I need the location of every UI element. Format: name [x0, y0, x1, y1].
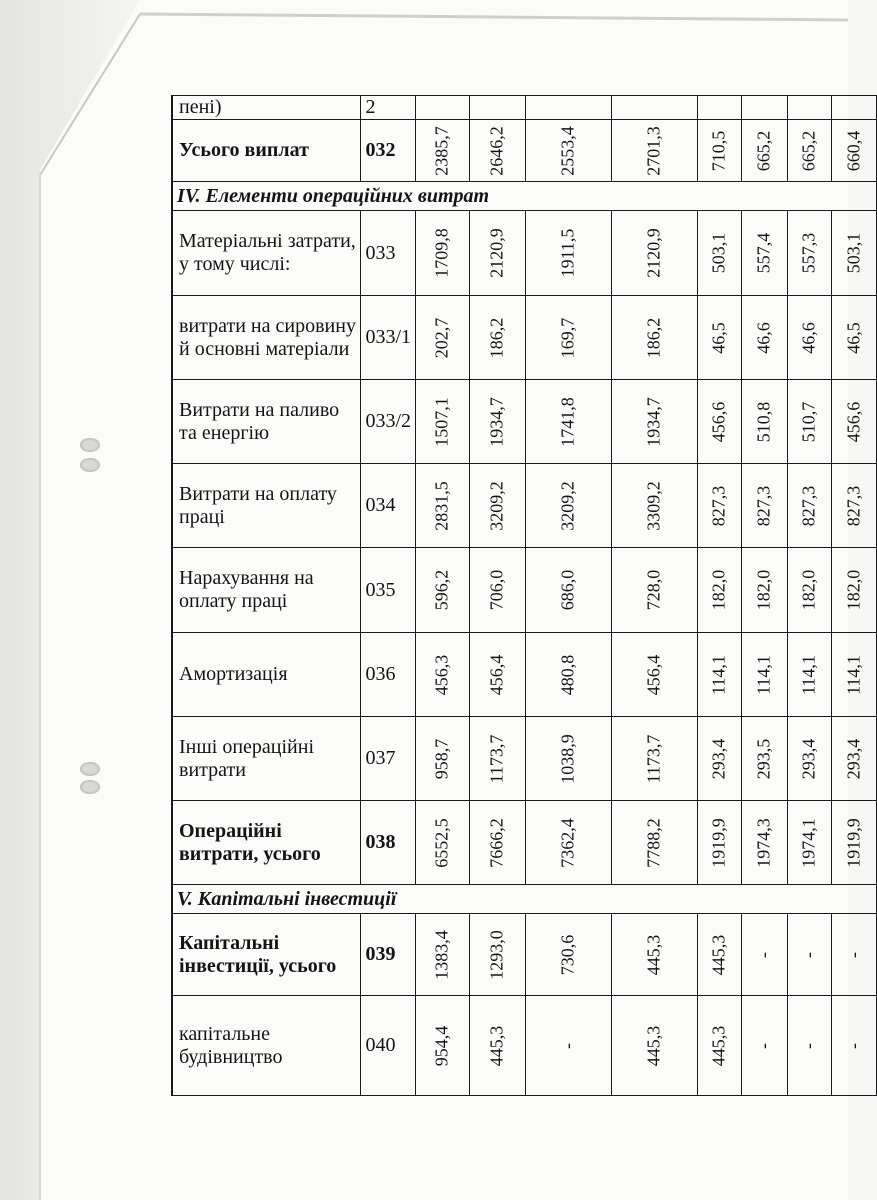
cell-value: 686,0 — [557, 569, 578, 611]
value-cell — [741, 464, 787, 548]
value-cell — [697, 548, 741, 633]
cell-value: 665,2 — [753, 130, 774, 171]
value-cell — [525, 996, 611, 1096]
value-cell — [469, 464, 525, 548]
value-cell — [415, 633, 469, 717]
value-cell — [831, 801, 876, 885]
punch-hole — [80, 780, 100, 794]
value-cell — [831, 464, 876, 548]
cell-value: 1974,3 — [753, 817, 774, 868]
value-cell — [611, 801, 697, 885]
cell-value: 182,0 — [708, 569, 729, 611]
value-cell — [787, 96, 831, 120]
value-cell — [525, 464, 611, 548]
cell-value: 169,7 — [557, 317, 578, 358]
value-cell — [415, 120, 469, 182]
value-cell — [469, 96, 525, 120]
cell-value: 182,0 — [753, 569, 774, 611]
value-cell — [525, 801, 611, 885]
cell-value: 1741,8 — [557, 396, 578, 447]
section-title: IV. Елементи операційних витрат — [172, 182, 876, 211]
cell-value: 2701,3 — [643, 125, 664, 176]
cell-value: 510,7 — [798, 401, 819, 442]
value-cell — [611, 120, 697, 182]
value-cell — [469, 120, 525, 182]
value-cell — [525, 633, 611, 717]
value-cell — [611, 996, 697, 1096]
row-label: пені) — [172, 96, 360, 120]
value-cell — [697, 211, 741, 296]
cell-value: 456,3 — [431, 654, 452, 695]
section-header-row — [172, 885, 876, 914]
cell-value: - — [843, 951, 863, 958]
value-cell — [525, 914, 611, 996]
cell-value: 958,7 — [431, 738, 452, 779]
cell-value: 1934,7 — [486, 396, 507, 447]
value-cell — [415, 296, 469, 380]
value-cell — [831, 914, 876, 996]
row-label: Витрати на оплату праці — [172, 464, 360, 548]
cell-value: 182,0 — [798, 569, 819, 611]
value-cell — [697, 296, 741, 380]
table-row — [172, 801, 876, 885]
row-label: Нарахування на оплату праці — [172, 548, 360, 633]
table-row — [172, 120, 876, 182]
table-row — [172, 211, 876, 296]
value-cell — [611, 96, 697, 120]
cell-value: 480,8 — [557, 654, 578, 695]
cell-value: 596,2 — [431, 569, 452, 611]
cell-value: 1173,7 — [643, 734, 664, 783]
cell-value: - — [798, 951, 819, 958]
cell-value: 202,7 — [431, 317, 452, 358]
value-cell — [611, 296, 697, 380]
value-cell — [697, 120, 741, 182]
value-cell — [611, 211, 697, 296]
value-cell — [525, 120, 611, 182]
value-cell — [469, 380, 525, 464]
row-code: 034 — [360, 464, 415, 548]
cell-value: 557,3 — [798, 232, 819, 274]
row-label: Витрати на паливо та енергію — [172, 380, 360, 464]
cell-value: 827,3 — [708, 485, 729, 526]
value-cell — [469, 296, 525, 380]
value-cell — [611, 914, 697, 996]
section-header-row — [172, 182, 876, 211]
value-cell — [741, 801, 787, 885]
row-code: 035 — [360, 548, 415, 633]
cell-value: 827,3 — [843, 485, 863, 526]
value-cell — [697, 914, 741, 996]
cell-value: 728,0 — [643, 569, 664, 611]
row-label: Капітальні інвестиції, усього — [172, 914, 360, 996]
value-cell — [611, 464, 697, 548]
table-row — [172, 296, 876, 380]
cell-value: 1974,1 — [798, 817, 819, 868]
value-cell — [415, 464, 469, 548]
cell-value: 827,3 — [753, 485, 774, 526]
cell-value: 2385,7 — [431, 125, 452, 176]
cell-value: 46,5 — [843, 321, 863, 354]
value-cell — [697, 801, 741, 885]
cell-value: 456,6 — [708, 401, 729, 442]
value-cell — [741, 717, 787, 801]
value-cell — [741, 996, 787, 1096]
cell-value: 510,8 — [753, 401, 774, 442]
value-cell — [415, 914, 469, 996]
value-cell — [787, 717, 831, 801]
value-cell — [525, 296, 611, 380]
row-code: 033/1 — [360, 296, 415, 380]
row-code: 037 — [360, 717, 415, 801]
value-cell — [741, 96, 787, 120]
cell-value: 1709,8 — [431, 228, 452, 278]
value-cell — [741, 380, 787, 464]
row-label: капітальне будівництво — [172, 996, 360, 1096]
value-cell — [415, 717, 469, 801]
value-cell — [787, 296, 831, 380]
value-cell — [787, 633, 831, 717]
value-cell — [415, 380, 469, 464]
table-body — [172, 96, 876, 1096]
cell-value: 7666,2 — [486, 817, 507, 868]
cell-value: 1911,5 — [557, 228, 578, 278]
cell-value: 114,1 — [753, 654, 774, 695]
cell-value: 706,0 — [486, 569, 507, 611]
cell-value: 114,1 — [708, 654, 729, 695]
cell-value: 2120,9 — [486, 228, 507, 278]
row-label: Інші операційні витрати — [172, 717, 360, 801]
table-row — [172, 717, 876, 801]
value-cell — [469, 996, 525, 1096]
cell-value: - — [753, 1042, 774, 1049]
value-cell — [697, 633, 741, 717]
value-cell — [611, 380, 697, 464]
cell-value: 1919,9 — [843, 817, 863, 868]
value-cell — [741, 548, 787, 633]
cell-value: 46,6 — [753, 321, 774, 354]
cell-value: 1383,4 — [431, 929, 452, 980]
value-cell — [469, 914, 525, 996]
row-code: 040 — [360, 996, 415, 1096]
cell-value: 445,3 — [643, 1025, 664, 1066]
cell-value: 2831,5 — [431, 480, 452, 531]
cell-value: 730,6 — [557, 934, 578, 975]
table-row — [172, 996, 876, 1096]
cell-value: 293,4 — [843, 738, 863, 779]
cell-value: 660,4 — [843, 130, 863, 171]
value-cell — [415, 801, 469, 885]
financial-table — [171, 95, 877, 1096]
cell-value: 445,3 — [643, 934, 664, 975]
value-cell — [831, 120, 876, 182]
value-cell — [697, 380, 741, 464]
value-cell — [831, 633, 876, 717]
cell-value: 557,4 — [753, 232, 774, 274]
value-cell — [469, 548, 525, 633]
row-code: 036 — [360, 633, 415, 717]
row-code: 033/2 — [360, 380, 415, 464]
value-cell — [741, 633, 787, 717]
row-label: Матеріальні затрати, у тому числі: — [172, 211, 360, 296]
punch-hole — [80, 458, 100, 472]
cell-value: 46,5 — [708, 321, 729, 354]
value-cell — [415, 211, 469, 296]
cell-value: 456,4 — [486, 654, 507, 695]
cell-value: 2646,2 — [486, 125, 507, 176]
value-cell — [831, 380, 876, 464]
cell-value: 1173,7 — [486, 734, 507, 783]
value-cell — [741, 914, 787, 996]
value-cell — [469, 211, 525, 296]
value-cell — [525, 548, 611, 633]
table-row — [172, 380, 876, 464]
cell-value: 954,4 — [431, 1025, 452, 1066]
cell-value: 114,1 — [843, 654, 863, 695]
cell-value: 114,1 — [798, 654, 819, 695]
cell-value: 1934,7 — [643, 396, 664, 447]
value-cell — [741, 120, 787, 182]
value-cell — [831, 296, 876, 380]
row-code: 032 — [360, 120, 415, 182]
value-cell — [787, 380, 831, 464]
punch-hole — [80, 438, 100, 452]
value-cell — [831, 548, 876, 633]
cell-value: 46,6 — [798, 321, 819, 354]
table-row — [172, 914, 876, 996]
value-cell — [787, 211, 831, 296]
row-label: Операційні витрати, усього — [172, 801, 360, 885]
cell-value: 445,3 — [708, 1025, 729, 1066]
value-cell — [525, 380, 611, 464]
cell-value: 7362,4 — [557, 817, 578, 868]
value-cell — [787, 914, 831, 996]
cell-value: 503,1 — [843, 232, 863, 274]
cell-value: 1038,9 — [557, 733, 578, 784]
value-cell — [831, 96, 876, 120]
value-cell — [741, 211, 787, 296]
cell-value: 2120,9 — [643, 228, 664, 278]
cell-value: 503,1 — [708, 232, 729, 274]
table-row — [172, 464, 876, 548]
punch-hole — [80, 762, 100, 776]
cell-value: 710,5 — [708, 130, 729, 171]
value-cell — [525, 211, 611, 296]
cell-value: 1919,9 — [708, 817, 729, 868]
cell-value: 293,5 — [753, 738, 774, 779]
value-cell — [611, 633, 697, 717]
value-cell — [787, 548, 831, 633]
cell-value: 445,3 — [486, 1025, 507, 1066]
value-cell — [831, 211, 876, 296]
section-title: V. Капітальні інвестиції — [172, 885, 876, 914]
cell-value: 7788,2 — [643, 817, 664, 868]
value-cell — [415, 96, 469, 120]
cell-value: 186,2 — [643, 317, 664, 358]
row-label: витрати на сировину й основні матеріали — [172, 296, 360, 380]
cell-value: - — [843, 1042, 863, 1049]
row-code: 039 — [360, 914, 415, 996]
value-cell — [831, 996, 876, 1096]
value-cell — [741, 296, 787, 380]
cell-value: 665,2 — [798, 130, 819, 171]
row-label: Амортизація — [172, 633, 360, 717]
value-cell — [525, 717, 611, 801]
cell-value: - — [557, 1042, 578, 1049]
cell-value: - — [798, 1042, 819, 1049]
value-cell — [787, 120, 831, 182]
value-cell — [697, 996, 741, 1096]
value-cell — [697, 464, 741, 548]
value-cell — [415, 548, 469, 633]
cell-value: 1507,1 — [431, 396, 452, 447]
cell-value: 1293,0 — [486, 929, 507, 980]
value-cell — [611, 548, 697, 633]
value-cell — [415, 996, 469, 1096]
cell-value: 3309,2 — [643, 480, 664, 531]
value-cell — [697, 96, 741, 120]
row-code: 033 — [360, 211, 415, 296]
value-cell — [469, 633, 525, 717]
cell-value: 456,4 — [643, 654, 664, 695]
cell-value: 3209,2 — [557, 480, 578, 531]
cell-value: 293,4 — [798, 738, 819, 779]
cell-value: 186,2 — [486, 317, 507, 358]
value-cell — [787, 464, 831, 548]
value-cell — [787, 996, 831, 1096]
value-cell — [787, 801, 831, 885]
row-code: 2 — [360, 96, 415, 120]
row-label: Усього виплат — [172, 120, 360, 182]
value-cell — [469, 717, 525, 801]
row-code: 038 — [360, 801, 415, 885]
value-cell — [525, 96, 611, 120]
value-cell — [697, 717, 741, 801]
cell-value: 6552,5 — [431, 817, 452, 868]
value-cell — [611, 717, 697, 801]
table-row — [172, 633, 876, 717]
cell-value: 2553,4 — [557, 125, 578, 176]
cell-value: 293,4 — [708, 738, 729, 779]
table-row — [172, 96, 876, 120]
cell-value: 445,3 — [708, 934, 729, 975]
cell-value: 827,3 — [798, 485, 819, 526]
cell-value: 456,6 — [843, 401, 863, 442]
cell-value: 3209,2 — [486, 480, 507, 531]
value-cell — [469, 801, 525, 885]
value-cell — [831, 717, 876, 801]
table-row — [172, 548, 876, 633]
cell-value: 182,0 — [843, 569, 863, 611]
cell-value: - — [753, 951, 774, 958]
